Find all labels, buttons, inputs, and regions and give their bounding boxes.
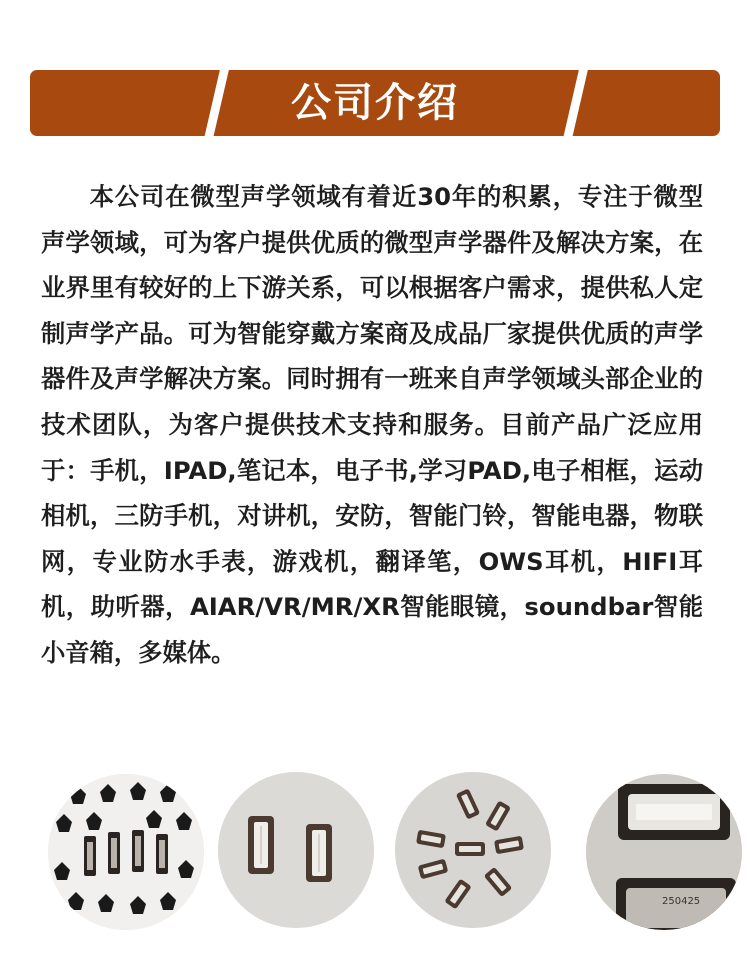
product-photo-tape-reel — [48, 774, 204, 930]
company-intro-paragraph: 本公司在微型声学领域有着近30年的积累，专注于微型声学领域，可为客户提供优质的微型声学器件及解决方案，在业界里有较好的上下游关系，可以根据客户需求，提供私人定制声学产品。可为智能穿戴方案商及成品厂家提供优质的声学器件及声学解决方案。同时拥有一班来自声学领域头部企业的技术团队，为客户提供技术支持和服务。目前产品广泛应用于：手机，IPAD,笔记本，电子书,学习PAD,电子相框，运动相机，三防手机，对讲机，安防，智能门铃，智能电器，物联网，专业防水手表，游戏机，翻译笔，OWS耳机，HIFI耳机，助听器，AIAR/VR/MR/XR智能眼镜，soundbar智能小音箱，多媒体。 — [41, 182, 703, 667]
product-marking: 250425 — [662, 896, 701, 907]
section-title: 公司介绍 — [291, 80, 459, 126]
section-header-banner — [30, 70, 720, 136]
product-photo-two-receivers — [218, 772, 374, 928]
product-photo-receiver-closeup — [586, 774, 742, 930]
product-gallery — [0, 768, 750, 938]
product-photo-receiver-ring — [395, 772, 551, 928]
